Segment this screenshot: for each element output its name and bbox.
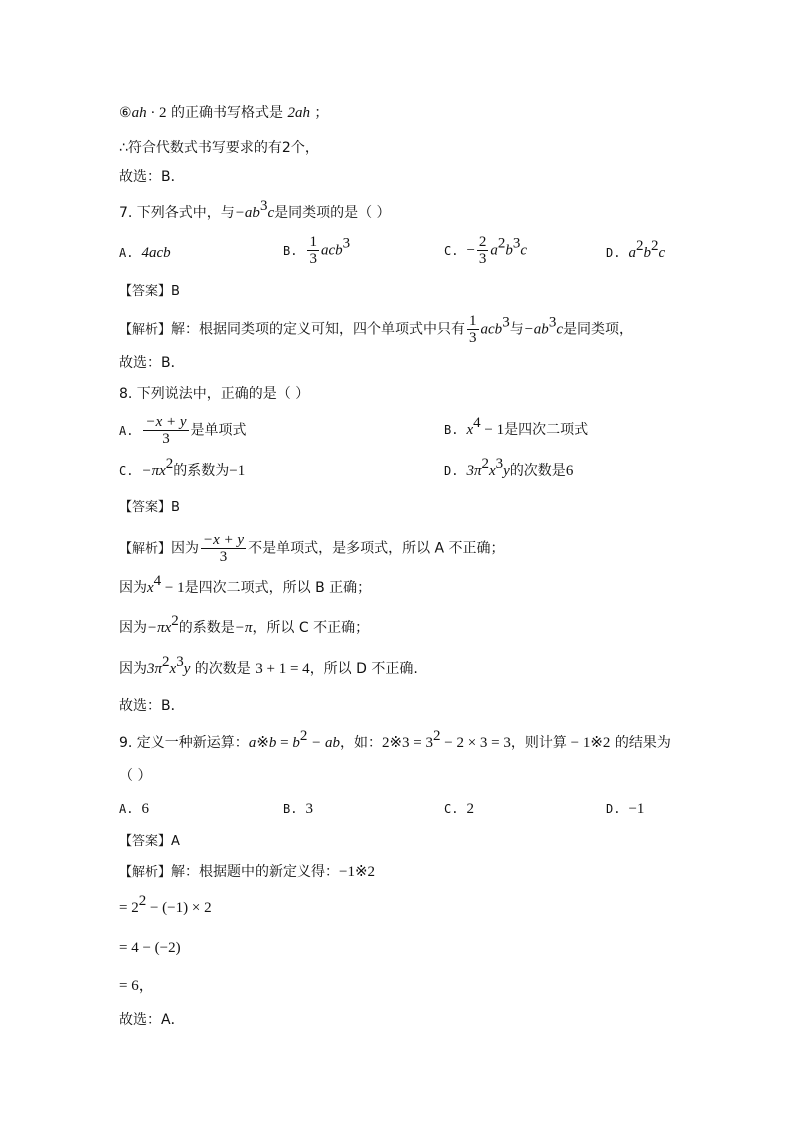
expr-pi-x: −πx — [147, 620, 172, 636]
option-label: B. — [444, 423, 459, 437]
fraction-numerator: −x + y — [145, 414, 187, 430]
q7-analysis — [119, 313, 633, 346]
option-label: B. — [283, 243, 298, 258]
analysis-text: 是同类项， — [562, 321, 633, 338]
exponent: 2 — [138, 893, 147, 909]
fraction — [467, 313, 479, 346]
q9-stem — [119, 728, 671, 753]
q8-analysis-4 — [119, 654, 418, 679]
q9-paren: （ ） — [119, 768, 152, 784]
option-value: 2 — [466, 801, 474, 817]
q7-option-b[interactable] — [283, 234, 350, 267]
operator: ※ — [256, 735, 269, 751]
fraction-numerator: 2 — [478, 234, 487, 250]
var-a: a — [628, 245, 636, 261]
exponent: 2 — [299, 728, 308, 744]
equation: 3 + 1 = 4 — [255, 661, 310, 677]
option-value: 6 — [141, 801, 149, 817]
fraction — [477, 234, 489, 267]
q9-option-d[interactable] — [606, 799, 644, 819]
minus-sign: − — [466, 242, 475, 259]
line-choose-b: 故选：B． — [119, 169, 185, 185]
var-b: b — [643, 245, 651, 261]
expr-2ah: 2ah — [287, 105, 310, 121]
var-c: c — [520, 242, 528, 259]
answer-value: B — [171, 284, 180, 299]
analysis-text: 解：根据题中的新定义得： — [171, 864, 340, 880]
stem-text: 的结果为 — [610, 735, 671, 751]
answer-tag: 【答案】 — [119, 834, 172, 849]
option-text: 的系数为 — [173, 463, 230, 479]
q9-analysis — [119, 862, 375, 883]
q8-choose: 故选：B． — [119, 698, 185, 714]
expr-3pi: 3π — [147, 661, 163, 677]
analysis-text: 因为 — [119, 580, 147, 596]
analysis-text: 的次数是 — [190, 661, 256, 677]
example-expr: 2※3 = 3 — [381, 735, 434, 751]
fraction-denominator: 3 — [309, 251, 317, 267]
var-b: b — [505, 242, 513, 259]
stem-text: 9. 定义一种新运算： — [119, 735, 249, 751]
answer-value: A — [171, 834, 180, 849]
expr-rest: − ab — [307, 735, 340, 751]
q7-expr-ab: −ab — [234, 205, 260, 221]
exponent: 4 — [473, 415, 481, 431]
exponent: 4 — [153, 573, 162, 589]
q8-option-a[interactable] — [119, 414, 247, 447]
analysis-text: 因为 — [119, 661, 147, 677]
q9-option-b[interactable] — [283, 799, 313, 819]
exponent: 3 — [495, 456, 504, 472]
q9-option-a[interactable] — [119, 799, 149, 819]
option-value: 3 — [305, 801, 313, 817]
q7-stem-pre: 7. 下列各式中，与 — [119, 205, 235, 221]
answer-tag: 【答案】 — [119, 284, 172, 299]
expr-3pi: 3π — [466, 463, 482, 479]
line-text: 的正确书写格式是 — [166, 105, 288, 121]
var-a: a — [248, 735, 257, 751]
exponent: 2 — [433, 728, 441, 744]
option-value: 4acb — [141, 245, 171, 261]
q8-option-d[interactable] — [444, 456, 574, 481]
q8-analysis-1 — [119, 532, 505, 565]
step-rest: − (−1) × 2 — [146, 900, 212, 916]
exponent: 3 — [176, 654, 184, 670]
fraction-denominator: 3 — [162, 431, 170, 447]
circled-six: ⑥ — [119, 105, 132, 121]
var-c: c — [556, 321, 563, 338]
line-end: ； — [309, 105, 329, 121]
analysis-tag: 【解析】 — [119, 865, 172, 880]
q9-step-2: = 4 − (−2) — [119, 940, 181, 956]
analysis-text: 解：根据同类项的定义可知，四个单项式中只有 — [171, 321, 466, 338]
exponent: 3 — [342, 235, 351, 252]
analysis-tag: 【解析】 — [119, 541, 172, 557]
var-x: x — [147, 580, 154, 596]
exponent: 2 — [165, 456, 174, 472]
stem-text: ，则计算 — [510, 735, 567, 751]
option-label: B. — [283, 802, 298, 816]
stem-text: ，如： — [339, 735, 382, 751]
q7-option-c[interactable] — [444, 234, 527, 267]
q9-answer — [119, 831, 180, 852]
q8-analysis-3 — [119, 613, 370, 638]
analysis-text: 不是单项式，是多项式，所以 A 不正确； — [248, 540, 505, 557]
q8-answer — [119, 497, 180, 518]
expr-ab: −ab — [523, 321, 549, 338]
fraction-numerator: −x + y — [203, 532, 245, 548]
option-label: D. — [606, 802, 621, 816]
q9-step-1 — [119, 893, 212, 918]
fraction — [307, 234, 319, 267]
analysis-tag: 【解析】 — [119, 322, 172, 338]
q7-answer — [119, 281, 180, 302]
q7-option-a[interactable] — [119, 243, 171, 263]
q9-option-c[interactable] — [444, 799, 474, 819]
expr-dot-2: · 2 — [146, 105, 167, 121]
line-conclusion: ∴符合代数式书写要求的有2个， — [119, 140, 319, 156]
q8-stem: 8. 下列说法中，正确的是（ ） — [119, 386, 310, 402]
option-label: D. — [444, 464, 459, 478]
analysis-text: 因为 — [119, 620, 147, 636]
option-label: D. — [606, 246, 621, 260]
q7-expr-exp: 3 — [259, 198, 268, 214]
expr-rest: − 1 — [161, 580, 185, 596]
var-b: b — [268, 735, 277, 751]
expr-ah: ah — [131, 105, 147, 121]
q9-step-3: = 6， — [119, 978, 154, 994]
option-value: −1 — [229, 463, 246, 479]
fraction-denominator: 3 — [469, 330, 477, 346]
q7-stem — [119, 198, 391, 223]
exponent: 3 — [548, 314, 557, 331]
fraction-denominator: 3 — [478, 251, 487, 267]
fraction-denominator: 3 — [219, 549, 228, 565]
equals: = — [276, 735, 293, 751]
option-label: C. — [444, 802, 459, 816]
option-label: C. — [119, 464, 134, 478]
q9-choose: 故选：A． — [119, 1012, 185, 1028]
option-value: acb — [320, 242, 343, 259]
q8-option-b[interactable] — [444, 415, 589, 440]
analysis-text: ，所以 D 不正确. — [309, 661, 418, 677]
option-label: A. — [119, 246, 134, 260]
option-value: 6 — [565, 463, 574, 479]
q8-option-c[interactable] — [119, 456, 246, 481]
analysis-text: ，所以 C 不正确； — [252, 620, 370, 636]
answer-value: B — [171, 500, 180, 515]
fraction — [201, 532, 246, 565]
option-text: 是四次二项式 — [504, 422, 589, 438]
expr-neg-pi: −π — [234, 620, 253, 636]
option-value: −1 — [628, 801, 645, 817]
expr-acb: acb — [480, 321, 503, 338]
option-text: 是单项式 — [190, 422, 247, 439]
analysis-text: 与 — [509, 321, 524, 338]
var-y: y — [183, 661, 191, 677]
var-x: x — [169, 661, 177, 677]
exponent: 3 — [512, 235, 521, 252]
analysis-text: 的系数是 — [178, 620, 235, 636]
option-text: 的次数是 — [509, 463, 566, 479]
exponent: 2 — [481, 456, 489, 472]
example-rest: − 2 × 3 = 3 — [440, 735, 511, 751]
analysis-text: 是四次二项式，所以 B 正确； — [184, 580, 372, 596]
option-label: A. — [119, 802, 134, 816]
calc-expr: − 1※2 — [566, 735, 611, 751]
q7-choose: 故选：B． — [119, 355, 185, 371]
exponent: 2 — [635, 238, 644, 254]
var-a: a — [490, 242, 498, 259]
answer-tag: 【答案】 — [119, 500, 172, 515]
exponent: 3 — [502, 314, 510, 331]
calc-expr: −1※2 — [339, 864, 376, 880]
fraction — [143, 414, 188, 447]
expr-pi-x: −πx — [141, 463, 166, 479]
var-y: y — [503, 463, 510, 479]
fraction-numerator: 1 — [469, 313, 477, 329]
exponent: 2 — [497, 235, 506, 252]
q8-analysis-2 — [119, 573, 372, 598]
exponent: 2 — [162, 654, 170, 670]
var-x: x — [466, 422, 474, 438]
exponent: 2 — [650, 238, 659, 254]
q7-expr-c: c — [267, 205, 275, 221]
option-label: C. — [444, 243, 459, 258]
q7-stem-post: 是同类项的是（ ） — [274, 205, 391, 221]
var-c: c — [658, 245, 666, 261]
expr-rest: − 1 — [480, 422, 505, 438]
analysis-text: 因为 — [171, 540, 200, 557]
q7-option-d[interactable] — [606, 238, 666, 263]
var-x: x — [488, 463, 496, 479]
var-b: b — [292, 735, 300, 751]
step-expr: = 2 — [119, 900, 139, 916]
line-6-format — [119, 103, 328, 123]
option-label: A. — [119, 423, 134, 438]
fraction-numerator: 1 — [309, 234, 317, 250]
exponent: 2 — [171, 613, 179, 629]
